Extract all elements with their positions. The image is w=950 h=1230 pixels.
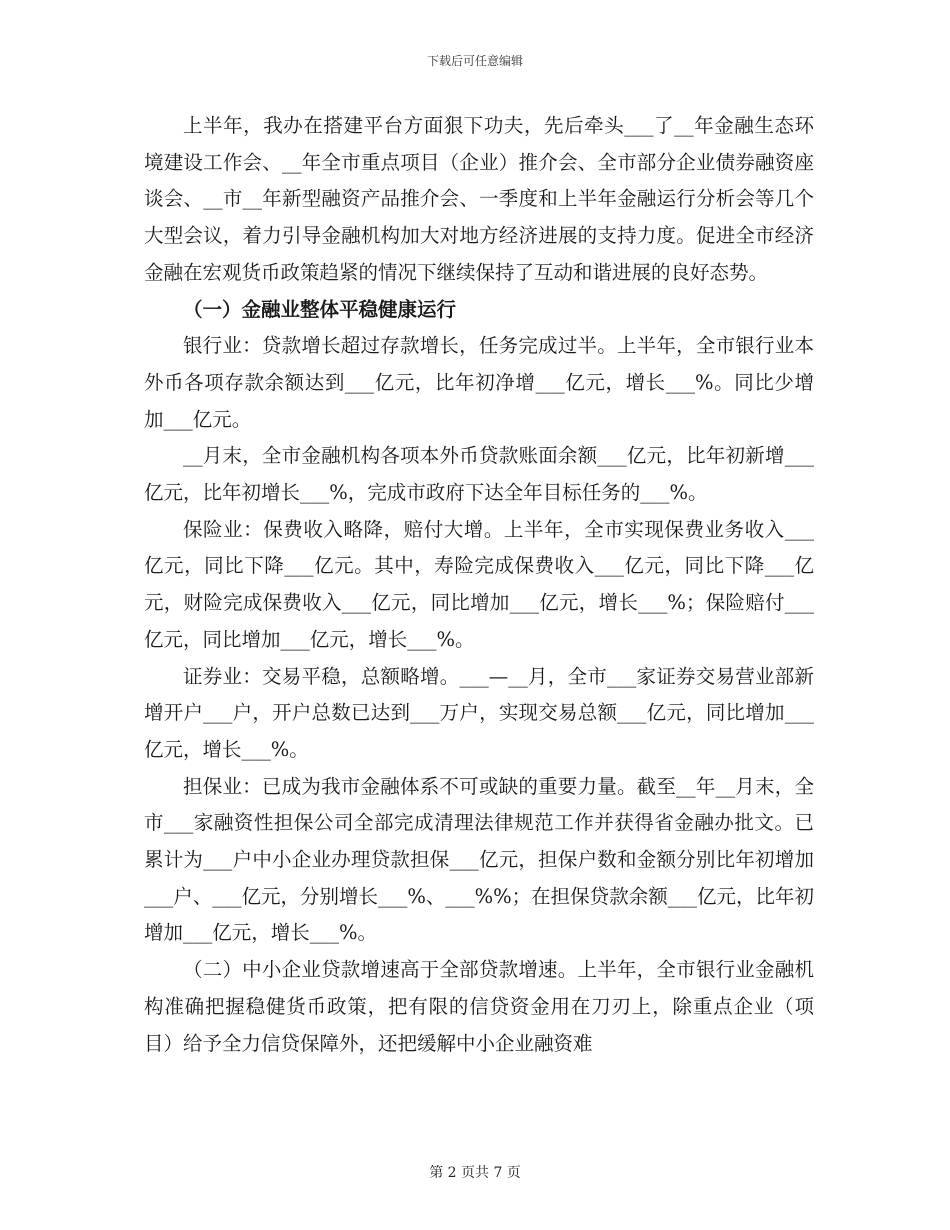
paragraph-loans: __月末，全市金融机构各项本外币贷款账面余额___亿元，比年初新增___亿元，比年初增长___%，完成市政府下达全年目标任务的___%。 — [144, 444, 814, 505]
section-heading-financial-operation: （一）金融业整体平稳健康运行 — [183, 297, 457, 321]
paragraph-banking: 银行业：贷款增长超过存款增长，任务完成过半。上半年，全市银行业本外币各项存款余额达到___亿元，比年初净增___亿元，增长___%。同比少增加___亿元。 — [144, 334, 814, 431]
paragraph-securities: 证券业：交易平稳，总额略增。___—__月，全市___家证券交易营业部新增开户___户，开户总数已达到___万户，实现交易总额___亿元，同比增加___亿元，增长___%。 — [144, 664, 814, 761]
page-footer: 第 2 页共 7 页 — [429, 1165, 521, 1181]
document-body — [144, 108, 814, 1062]
paragraph-sme-loans: （二）中小企业贷款增速高于全部贷款增速。上半年，全市银行业金融机构准确把握稳健货币政策，把有限的信贷资金用在刀刃上，除重点企业（项目）给予全力信贷保障外，还把缓解中小企业融资难 — [144, 958, 814, 1055]
page-header: 下载后可任意编辑 — [426, 54, 523, 68]
paragraph-insurance: 保险业：保费收入略降，赔付大增。上半年，全市实现保费业务收入___亿元，同比下降___亿元。其中，寿险完成保费收入___亿元，同比下降___亿元，财险完成保费收入___亿元，同比增加___亿元，增长___%；保险赔付___亿元，同比增加___亿元，增长___%。 — [144, 517, 814, 651]
paragraph-guarantee: 担保业：已成为我市金融体系不可或缺的重要力量。截至__年__月末，全市___家融资性担保公司全部完成清理法律规范工作并获得省金融办批文。已累计为___户中小企业办理贷款担保___亿元，担保户数和金额分别比年初增加___户、___亿元，分别增长___%、___%%；在担保贷款余额___亿元，比年初增加___亿元，增长___%。 — [144, 774, 814, 945]
paragraph-platform-meetings: 上半年，我办在搭建平台方面狠下功夫，先后牵头___了__年金融生态环境建设工作会、__年全市重点项目（企业）推介会、全市部分企业债券融资座谈会、__市__年新型融资产品推介会、一季度和上半年金融运行分析会等几个大型会议，着力引导金融机构加大对地方经济进展的支持力度。促进全市经济金融在宏观货币政策趋紧的情况下继续保持了互动和谐进展的良好态势。 — [144, 114, 814, 284]
